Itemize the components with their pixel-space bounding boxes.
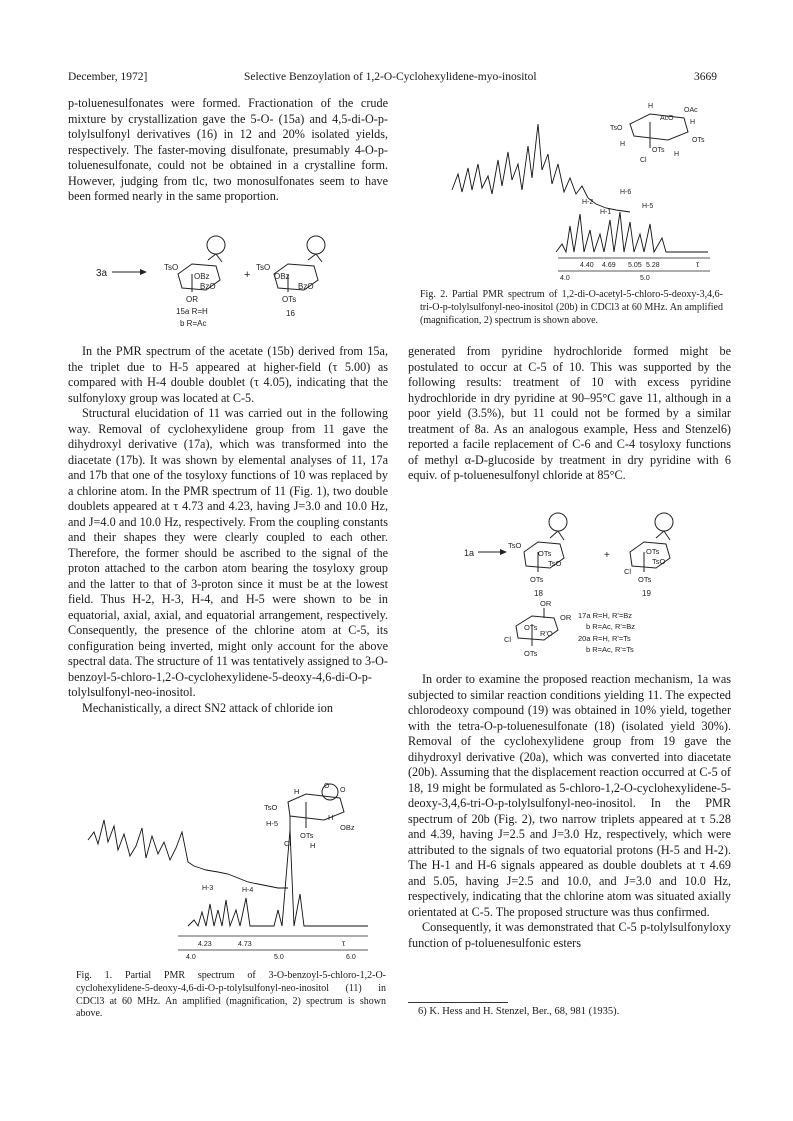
struct-label: TsO [548,559,562,568]
tick-value: 4.40 [580,262,594,269]
figure-2-spectrum [430,94,720,284]
compound-name: 18 [534,589,543,598]
struct-label: OTs [530,575,544,584]
struct-label: H [294,787,300,796]
peak-label-h1: H-1 [600,209,612,216]
struct-label: OTs [646,547,660,556]
struct-label: H [310,841,316,850]
axis-value: 6.0 [346,954,356,961]
tick-value: 5.05 [628,262,642,269]
struct-label: TsO [652,557,666,566]
axis-value: 4.0 [186,954,196,961]
structure-20b [630,114,688,148]
axis-unit: τ [696,260,700,269]
compound-name: b R=Ac [180,319,207,328]
struct-label: TsO [256,263,271,272]
spectrum-trace [188,830,368,926]
spectrum-trace [556,212,708,252]
figure-1-caption: Fig. 1. Partial PMR spectrum of 3-O-benzoyl-5-chloro-1,2-O-cyclohexylidene-5-deoxy-4,6-di-O-p-tolylsulfonyl-neo-inositol (11) in CDCl3 at 60 MHz. An amplified (magnification, 2) spectrum is shown above. [76,970,386,1020]
paragraph: p-toluenesulfonates were formed. Fractionation of the crude mixture by crystallization gave the 5-O- (15a) and 4,5-di-O-p-tolylsulfonyl derivatives (16) in 12 and 20% isolated yields, respectively. The faster-moving disulfonate, presumably 4-O-p-toluenesulfonate, could not be obtained in a crystalline form. However, judging from tlc, two monosulfonates seem to have been formed nearly in the same proportion. [68,96,388,203]
paragraph: Structural elucidation of 11 was carried out in the following way. Removal of cyclohexylidene group from 11 gave the dihydroxyl derivative (17a), which was transformed into the diacetate (17b). It was shown by elemental analyses of 11, 17a and 17b that one of the tosyloxy functions of 10 was replaced by a chlorine atom. In the PMR spectrum of 11 (Fig. 1), two double doublets appeared at τ 4.73 and 4.23, having J=3.0 and 10.0 Hz, and J=4.0 and 10.0 Hz, respectively. From the coupling constants and their shapes they were clearly coupled to each other. Therefore, the former should be ascribed to the signal of the proton attached to the carbon atom bearing the tosyloxy group and the latter to that of 3-proton since it must be at the lowest field. Thus H-2, H-3, H-4, and H-5 were shown to be in equatorial, axial, axial, and equatorial arrangement, respectively. Consequently, the presence of the chlorine atom at C-5, its configuration being inverted, might only account for the above spectral data. The structure of 11 was tentatively assigned to 3-O-benzoyl-5-chloro-1,2-O-cyclohexylidene-5-deoxy-4,6-di-O-p-tolylsulfonyl-neo-inositol. [68,406,388,699]
axis-value: 4.0 [560,275,570,282]
peak-label-h6: H-6 [620,189,632,196]
struct-label: OBz [340,823,355,832]
struct-label: TsO [164,263,179,272]
struct-label: OBz [194,272,210,281]
struct-label: OTs [638,575,652,584]
running-title: Selective Benzoylation of 1,2-O-Cyclohexylidene-myo-inositol [244,71,537,83]
peak-label-h4: H-4 [242,887,254,894]
struct-label: OTs [524,623,538,632]
struct-label: TsO [610,125,623,132]
struct-label: OR [540,599,552,608]
struct-label: Cl [640,157,647,164]
compound-legend: b R=Ac, R'=Bz [586,622,635,631]
tick-value: 4.23 [198,941,212,948]
struct-label: R'O [540,629,553,638]
paragraph: Mechanistically, a direct SN2 attack of chloride ion [82,700,333,715]
peak-label-h2: H-2 [582,199,594,206]
paragraph: Consequently, it was demonstrated that C-5 p-tolylsulfonyloxy function of p-toluenesulfonic esters [408,920,731,950]
right-column-top [408,344,731,484]
peak-label-h5: H-5 [642,203,654,210]
struct-label: Cl [504,635,512,644]
scheme2-start: 1a [464,548,475,558]
axis-unit: τ [342,939,346,948]
compound-legend: 20a R=H, R'=Ts [578,634,631,643]
right-column-main [408,672,731,951]
compound-name: 16 [286,309,295,318]
struct-label: H [690,119,696,126]
compound-legend: 17a R=H, R'=Bz [578,611,632,620]
struct-label: OR [186,295,198,304]
footnote-rule [408,1002,508,1003]
struct-label: TsO [508,541,522,550]
struct-label: TsO [264,803,278,812]
struct-label: O [340,787,346,794]
peak-label-h3: H-3 [202,885,214,892]
struct-label: OTs [692,137,705,144]
plus-sign: + [244,269,251,281]
scheme-1 [68,232,388,332]
struct-label: OTs [282,295,297,304]
running-date: December, 1972] [68,71,148,83]
struct-label: BzO [298,282,314,291]
struct-label: H [674,151,680,158]
struct-label: OAc [684,107,698,114]
struct-label: AcO [660,115,674,122]
struct-label: OBz [274,272,290,281]
tick-value: 4.69 [602,262,616,269]
page-number: 3669 [694,71,717,83]
paragraph: generated from pyridine hydrochloride formed might be postulated to occur at C-5 of 10. This was supported by the following results: treatment of 10 with excess pyridine hydrochloride in dry pyridine at 90–95°C gave 11, although in a poor yield (3.5%), but 11 could not be formed by a similar treatment of 8a. As an analogous example, Hess and Stenzel6) reported a facile replacement of C-6 and C-4 tosyloxy functions of methyl α-D-glucoside by treatment in dry pyridine with 6 equiv. of p-toluenesulfonyl chloride at 85°C. [408,344,731,482]
axis-value: 5.0 [640,275,650,282]
paragraph: In the PMR spectrum of the acetate (15b) derived from 15a, the triplet due to H-5 appeared at higher-field (τ 5.00) as compared with H-4 double doublet (τ 4.05), indicating that the sulfonyloxy group was located at C-5. [68,344,388,405]
compound-name: 19 [642,589,651,598]
scheme-2 [408,508,728,668]
amplified-trace [452,124,630,212]
scheme1-start: 3a [96,268,108,279]
compound-name: 15a R=H [176,307,208,316]
struct-label: H [620,141,626,148]
left-column-main [68,344,388,716]
plus-sign: + [604,550,610,561]
struct-label: O [324,783,330,790]
struct-label: H [328,813,334,822]
struct-label: OTs [652,147,665,154]
axis-value: 5.0 [274,954,284,961]
struct-label: OTs [524,649,538,658]
tick-value: 4.73 [238,941,252,948]
struct-label: H [648,103,654,110]
compound-legend: b R=Ac, R'=Ts [586,645,634,654]
struct-label: OR [560,613,572,622]
struct-label: Cl [624,567,632,576]
amplified-trace [88,820,288,888]
footnote: 6) K. Hess and H. Stenzel, Ber., 68, 981 (1935). [418,1006,620,1017]
left-column-top [68,96,388,205]
struct-label: OTs [300,831,314,840]
figure-1-spectrum [78,770,378,970]
struct-label: Cl [284,839,292,848]
paragraph: In order to examine the proposed reaction mechanism, 1a was subjected to similar reaction conditions yielding 11. The expected chlorodeoxy compound (19) was obtained in 10% yield, together with the tetra-O-p-toluenesulfonate (18) (isolated yield 30%). Removal of the cyclohexylidene group from 19 gave the dihydroxyl derivative (20a), which was converted into diacetate (20b). Assuming that the displacement reaction occurred at C-5 of 18, 19 might be formulated as 5-chloro-1,2-O-cyclohexylidene-5-deoxy-3,4,6-tri-O-p-tolylsulfonyl-neo-inositol. In the PMR spectrum of 20b (Fig. 2), two narrow triplets appeared at τ 5.28 and 4.39, having J=2.5 and J=3.0 Hz, respectively, which were attributed to the signals of two equatorial protons (H-5 and H-2). The H-1 and H-6 signals appeared as double doublets at τ 4.69 and 5.05, having J=2.5 and 10.0, and J=3.0 and 10.0 Hz, respectively, indicating that the chlorine atom was situated axially orientated at C-5. The proposed structure was thus confirmed. [408,672,731,919]
struct-label: H-5 [266,819,279,828]
tick-value: 5.28 [646,262,660,269]
struct-label: BzO [200,282,216,291]
figure-2-caption: Fig. 2. Partial PMR spectrum of 1,2-di-O-acetyl-5-chloro-5-deoxy-3,4,6-tri-O-p-tolylsulfonyl-neo-inositol (20b) in CDCl3 at 60 MHz. An amplified (magnification, 2) spectrum is shown above. [420,289,723,326]
struct-label: OTs [538,549,552,558]
